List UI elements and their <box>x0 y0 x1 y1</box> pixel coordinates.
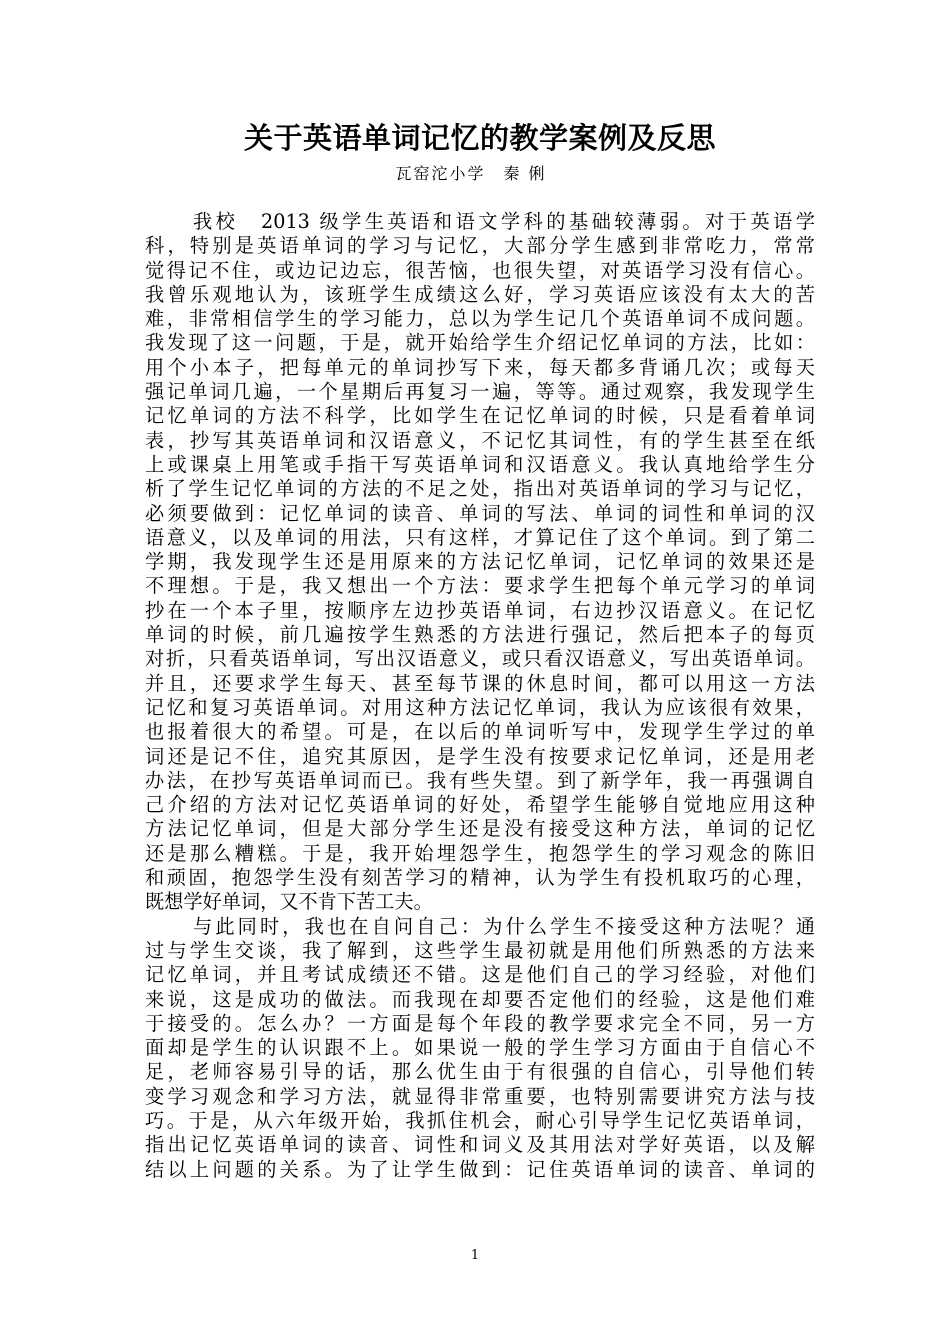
body-line: 己介绍的方法对记忆英语单词的好处，希望学生能够自觉地应用这种 <box>145 793 815 817</box>
author-name: 秦 俐 <box>503 164 547 183</box>
body-line: 与此同时，我也在自问自己：为什么学生不接受这种方法呢？通 <box>193 914 815 938</box>
body-line: 指出记忆英语单词的读音、词性和词义及其用法对学好英语，以及解 <box>145 1133 815 1157</box>
page-number: 1 <box>470 1248 480 1263</box>
body-line: 学期，我发现学生还是用原来的方法记忆单词，记忆单词的效果还是 <box>145 550 815 574</box>
body-line: 并且，还要求学生每天、甚至每节课的休息时间，都可以用这一方法 <box>145 671 815 695</box>
body-line: 足，老师容易引导的话，那么优生由于有很强的自信心，引导他们转 <box>145 1060 815 1084</box>
body-line: 方法记忆单词，但是大部分学生还是没有接受这种方法，单词的记忆 <box>145 817 815 841</box>
body-line: 难，非常相信学生的学习能力，总以为学生记几个英语单词不成问题。 <box>145 307 815 331</box>
body-line: 单词的时候，前几遍按学生熟悉的方法进行强记，然后把本子的每页 <box>145 623 815 647</box>
byline <box>150 164 810 184</box>
body-line: 面却是学生的认识跟不上。如果说一般的学生学习方面由于自信心不 <box>145 1036 815 1060</box>
body-line: 我校 2013 级学生英语和语文学科的基础较薄弱。对于英语学 <box>193 210 815 233</box>
body-line: 觉得记不住，或边记边忘，很苦恼，也很失望，对英语学习没有信心。 <box>145 258 815 282</box>
body-line: 析了学生记忆单词的方法的不足之处，指出对英语单词的学习与记忆， <box>145 477 815 501</box>
body-line: 我曾乐观地认为，该班学生成绩这么好，学习英语应该没有太大的苦 <box>145 282 815 306</box>
body-line: 巧。于是，从六年级开始，我抓住机会，耐心引导学生记忆英语单词， <box>145 1108 815 1132</box>
body-line: 和顽固，抱怨学生没有刻苦学习的精神，认为学生有投机取巧的心理， <box>145 866 815 890</box>
body-line: 变学习观念和学习方法，就显得非常重要，也特别需要讲究方法与技 <box>145 1084 815 1108</box>
body-line: 强记单词几遍，一个星期后再复习一遍，等等。通过观察，我发现学生 <box>145 380 815 404</box>
body-line: 抄在一个本子里，按顺序左边抄英语单词，右边抄汉语意义。在记忆 <box>145 598 815 622</box>
body-line: 记忆单词，并且考试成绩还不错。这是他们自己的学习经验，对他们 <box>145 963 815 987</box>
body-line: 不理想。于是，我又想出一个方法：要求学生把每个单元学习的单词 <box>145 574 815 598</box>
body-line: 记忆单词的方法不科学，比如学生在记忆单词的时候，只是看着单词 <box>145 404 815 428</box>
body-line: 办法，在抄写英语单词而已。我有些失望。到了新学年，我一再强调自 <box>145 768 815 792</box>
body-line: 记忆和复习英语单词。对用这种方法记忆单词，我认为应该很有效果， <box>145 695 815 719</box>
body-line: 上或课桌上用笔或手指干写英语单词和汉语意义。我认真地给学生分 <box>145 452 815 476</box>
body-line: 必须要做到：记忆单词的读音、单词的写法、单词的词性和单词的汉 <box>145 501 815 525</box>
body-line: 科，特别是英语单词的学习与记忆，大部分学生感到非常吃力，常常 <box>145 234 815 258</box>
body-line: 对折，只看英语单词，写出汉语意义，或只看汉语意义，写出英语单词。 <box>145 647 815 671</box>
body-text <box>145 210 815 1182</box>
body-line: 既想学好单词，又不肯下苦工夫。 <box>145 890 433 914</box>
body-line: 还是那么糟糕。于是，我开始埋怨学生，抱怨学生的学习观念的陈旧 <box>145 841 815 865</box>
body-line: 语意义，以及单词的用法，只有这样，才算记住了这个单词。到了第二 <box>145 525 815 549</box>
body-line: 来说，这是成功的做法。而我现在却要否定他们的经验，这是他们难 <box>145 987 815 1011</box>
school-name: 瓦窑沱小学 <box>395 164 486 183</box>
body-line: 于接受的。怎么办？一方面是每个年段的教学要求完全不同，另一方 <box>145 1011 815 1035</box>
document-title: 关于英语单词记忆的教学案例及反思 <box>243 121 716 155</box>
body-line: 用个小本子，把每单元的单词抄写下来，每天都多背诵几次；或每天 <box>145 355 815 379</box>
body-line: 过与学生交谈，我了解到，这些学生最初就是用他们所熟悉的方法来 <box>145 938 815 962</box>
body-line: 我发现了这一问题，于是，就开始给学生介绍记忆单词的方法，比如： <box>145 331 815 355</box>
body-line: 词还是记不住，追究其原因，是学生没有按要求记忆单词，还是用老 <box>145 744 815 768</box>
body-line: 结以上问题的关系。为了让学生做到：记住英语单词的读音、单词的 <box>145 1157 815 1181</box>
body-line: 也报着很大的希望。可是，在以后的单词听写中，发现学生学过的单 <box>145 720 815 744</box>
body-line: 表，抄写其英语单词和汉语意义，不记忆其词性，有的学生甚至在纸 <box>145 428 815 452</box>
